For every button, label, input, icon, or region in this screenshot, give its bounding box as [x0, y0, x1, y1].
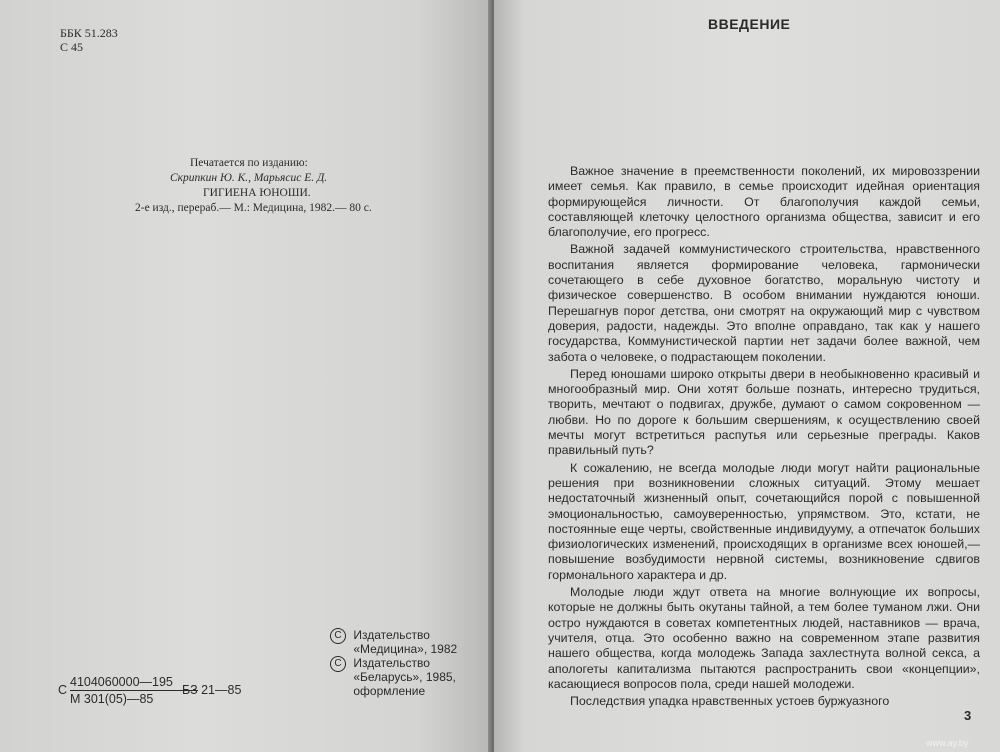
- paragraph: Перед юношами широко открыты двери в необыкновенно красивый и многообразный мир. Они хотят больше познать, интересно трудиться, творить, мечтают о подвигах, дружбе, думают о самом сокровенном — любви. Но по дороге к большим свершениям, к осуществлению своей мечты могут встретиться распутья или серьезные преграды. Каков правильный путь?: [548, 366, 980, 458]
- imprint-block: [135, 156, 395, 216]
- right-page: [494, 0, 1000, 752]
- paragraph: Последствия упадка нравственных устоев буржуазного: [570, 694, 890, 709]
- paragraph: Важной задачей коммунистического строительства, нравственного воспитания является формирование человека, гармонически сочетающего в себе духовное богатство, моральную чистоту и физическое совершенство. В особом внимании нуждаются юноши. Перешагнув порог детства, они смотрят на окружающий мир с чувством доверия, радости, надежды. Это вполне оправдано, так как у нашего государства, Коммунистической партии нет задачи более важной, чем забота о человеке, о подрастающем поколении.: [548, 242, 980, 364]
- catalog-code-bz: БЗ 21—85: [182, 683, 242, 697]
- bbk-classification: [60, 26, 118, 54]
- copyright-text: [353, 628, 457, 656]
- left-page: [0, 0, 492, 752]
- paragraph: Важное значение в преемственности поколений, их мировоззрении имеет семья. Как правило, в семье происходит идейная ориентация формирующейся личности. От благополучия каждой семьи, составляющей клеточку целостного организма общества, зависит и его благополучие, его прогресс.: [548, 164, 980, 240]
- paragraph: Молодые люди ждут ответа на многие волнующие их вопросы, которые не должны быть окутаны тайной, а тем более туманом лжи. Они остро нуждаются в советах компетентных людей, наставников — врача, учителя, отца. Это особенно важно на современном этапе развития нашего общества, когда молодежь Запада захлестнута волной секса, а апологеты капитализма пытаются распространить свои «концепции», касающиеся вопросов пола, среди нашей молодежи.: [548, 585, 980, 691]
- page-number: 3: [964, 708, 972, 723]
- copyright-line: Издательство: [353, 656, 430, 670]
- watermark: www.ay.by: [926, 738, 969, 748]
- imprint-authors: Скрипкин Ю. К., Марьясис Е. Д.: [170, 172, 328, 184]
- copyright-icon: C: [330, 628, 346, 644]
- catalog-numerator: 4104060000—195: [70, 675, 173, 689]
- introduction-text: [548, 164, 980, 711]
- imprint-line: Печатается по изданию:: [190, 157, 308, 169]
- copyright-line: оформление: [353, 684, 426, 698]
- bbk-line: ББК 51.283: [60, 26, 118, 40]
- imprint-edition: 2-е изд., перераб.— М.: Медицина, 1982.— 80 с.: [135, 202, 372, 214]
- copyright-medicina: [330, 628, 492, 656]
- catalog-letter: С: [58, 683, 68, 697]
- copyright-icon: C: [330, 656, 346, 672]
- copyright-line: Издательство: [353, 628, 430, 642]
- page-heading: ВВЕДЕНИЕ: [708, 16, 791, 32]
- copyright-line: «Медицина», 1982: [353, 642, 458, 656]
- catalog-denominator: М 301(05)—85: [70, 692, 154, 706]
- paragraph: К сожалению, не всегда молодые люди могут найти рациональные решения при возникновении сложных ситуаций. Этому мешает недостаточный жизненный опыт, сочетающийся порой с повышенной эмоциональностью, самоуверенностью, упрямством. Это, кстати, не постоянные еще черты, свойственные индивидууму, а отпечаток больших физиологических изменений, происходящих в организме всех юношей,— повышение возбудимости нервной системы, возникновение сдвигов гормонального характера и др.: [548, 460, 980, 582]
- bbk-line: С 45: [60, 40, 84, 54]
- imprint-title: ГИГИЕНА ЮНОШИ.: [203, 187, 311, 199]
- copyright-text: [353, 656, 456, 698]
- copyright-line: «Беларусь», 1985,: [353, 670, 456, 684]
- copyright-belarus: [330, 656, 492, 698]
